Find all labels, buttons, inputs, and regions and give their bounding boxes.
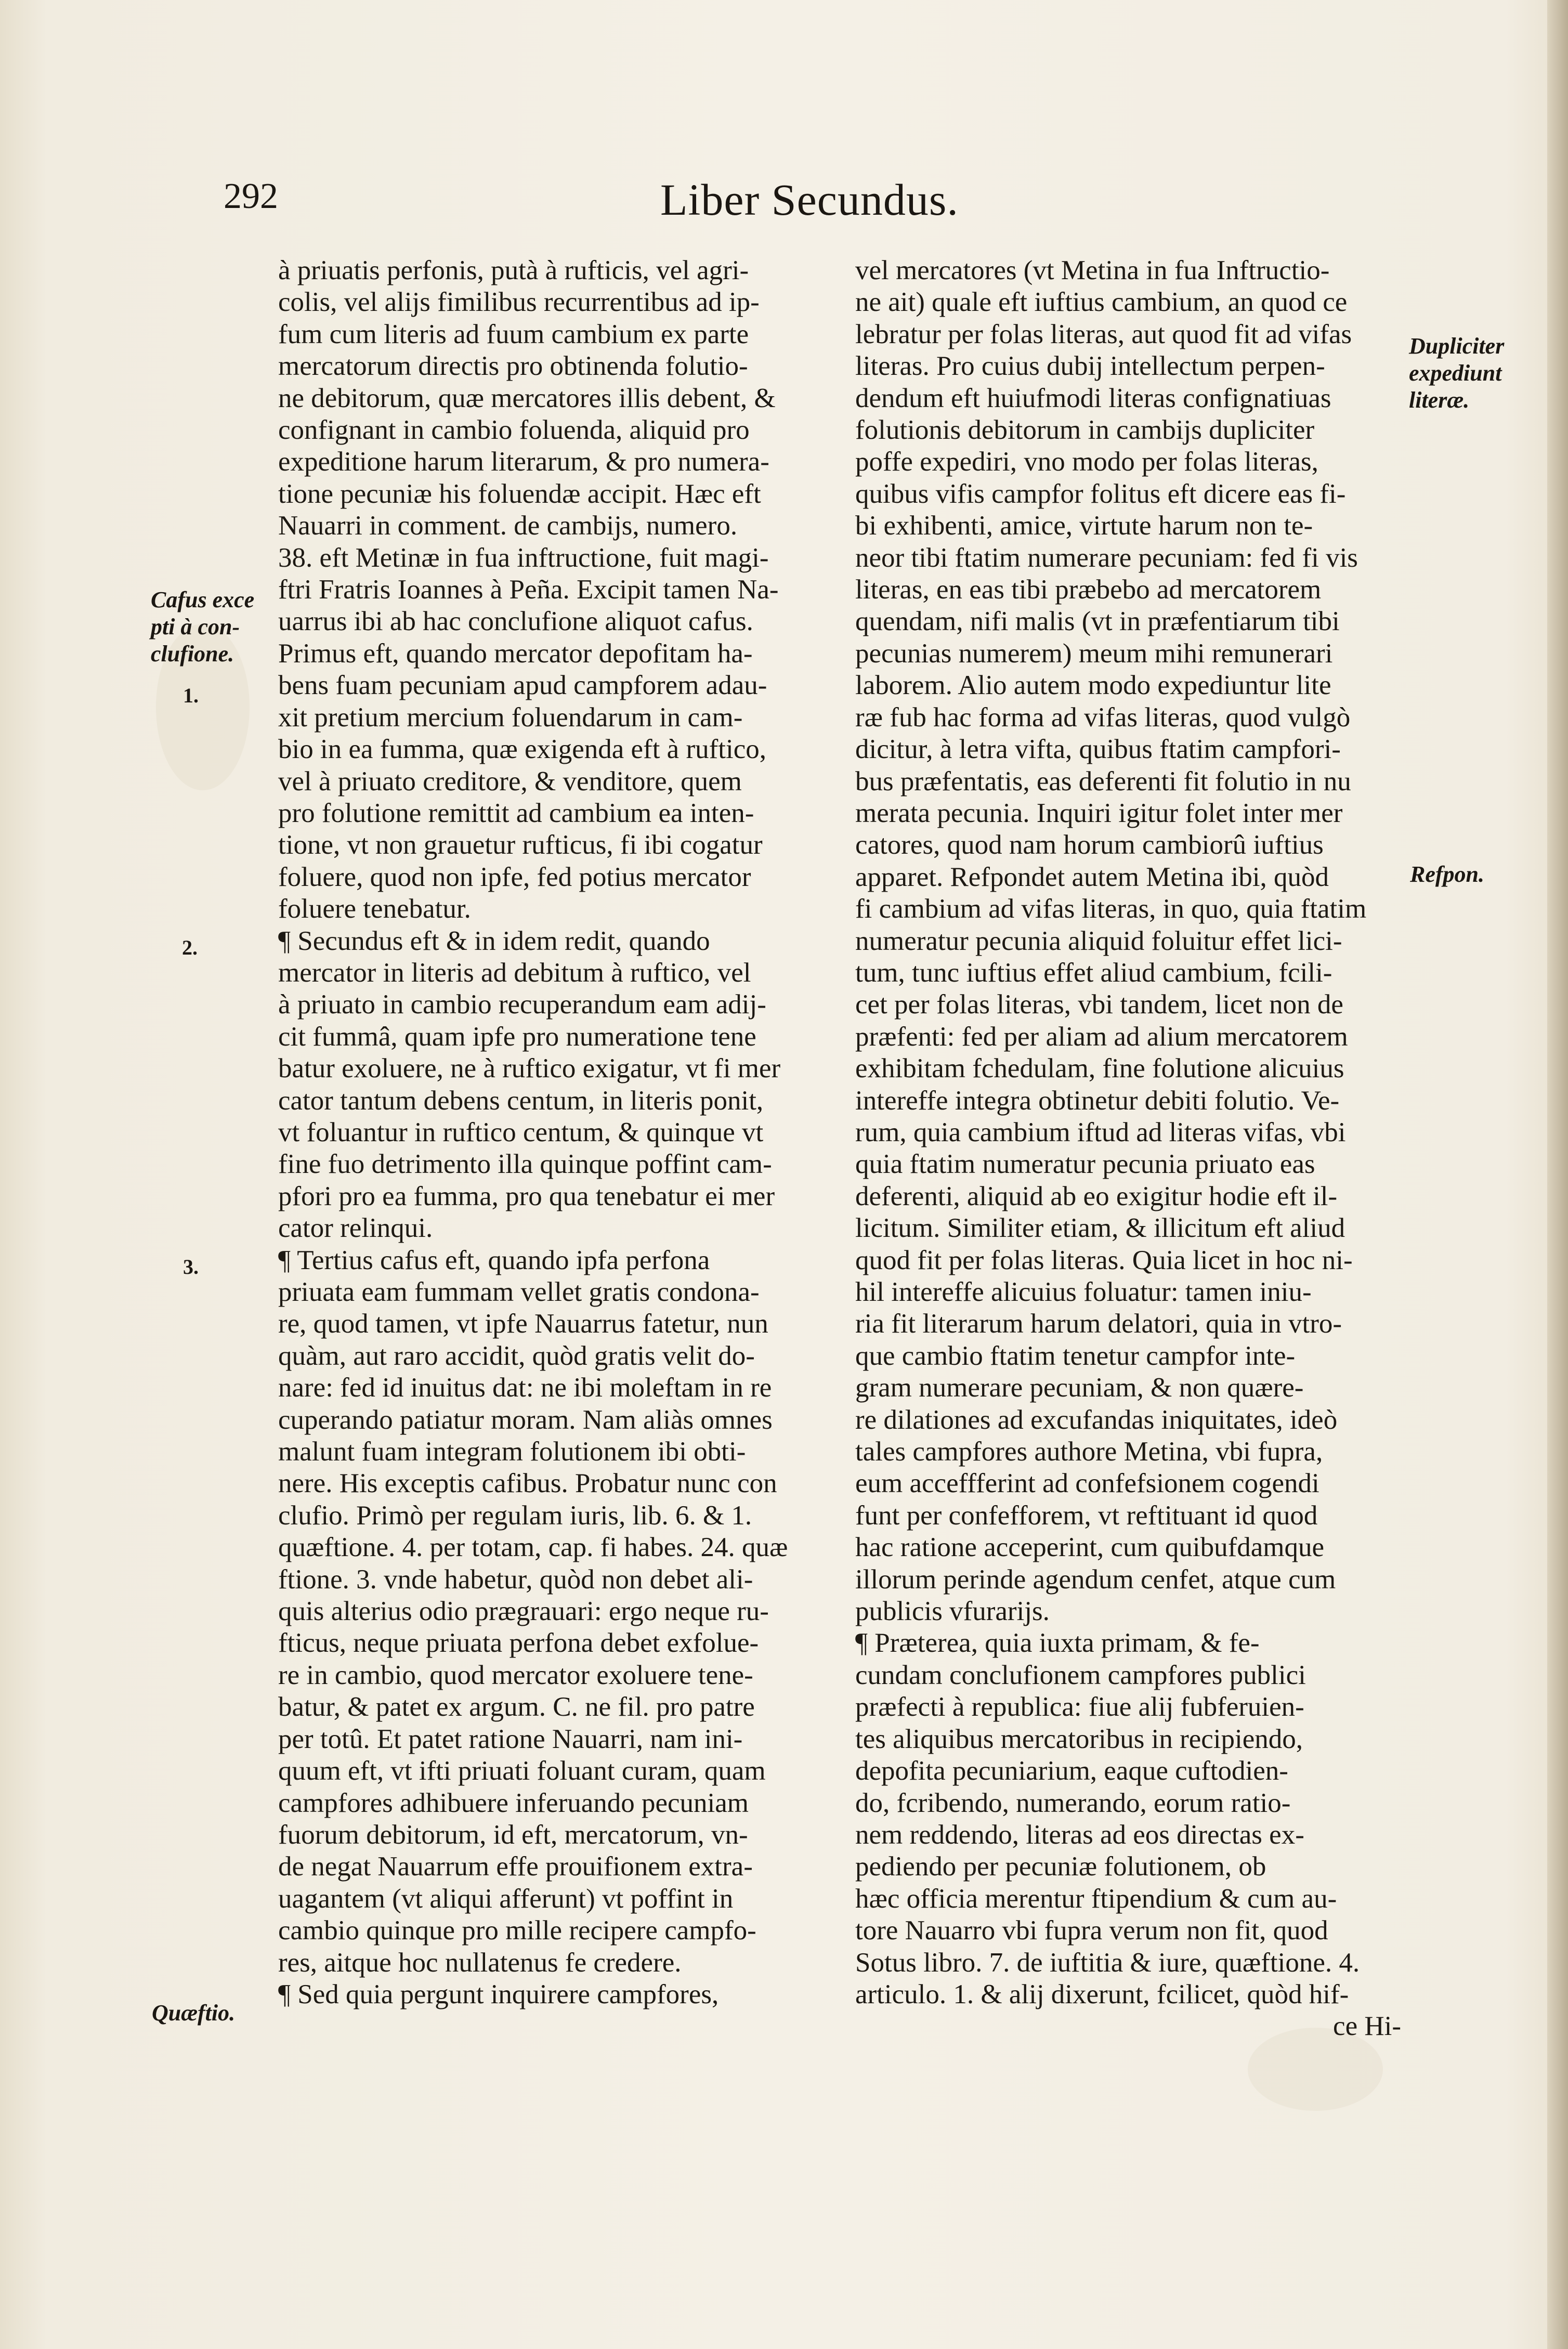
marginal-number-2: 2.: [182, 936, 198, 959]
marginal-note-line: pti à con-: [151, 614, 240, 640]
text-line: præfecti à republica: fiue alij fubferuien-: [855, 1692, 1304, 1722]
text-line: xit pretium mercium foluendarum in cam-: [278, 702, 743, 733]
text-line: fine fuo detrimento illa quinque poffint cam-: [278, 1149, 772, 1180]
text-line: cit fummâ, quam ipfe pro numeratione tene: [278, 1021, 756, 1052]
text-line: cet per folas literas, vbi tandem, licet non de: [855, 989, 1343, 1020]
text-line: malunt fuam integram folutionem ibi obti-: [278, 1437, 746, 1467]
text-line: exhibitam fchedulam, fine folutione alicuius: [855, 1053, 1344, 1084]
text-line: uarrus ibi ab hac conclufione aliquot cafus.: [278, 606, 753, 637]
text-line: expeditione harum literarum, & pro numera-: [278, 447, 769, 477]
text-line: Sotus libro. 7. de iuftitia & iure, quæftione. 4.: [855, 1947, 1360, 1978]
marginal-note-line: expediunt: [1409, 360, 1502, 386]
text-line: fuorum debitorum, id eft, mercatorum, vn-: [278, 1819, 748, 1850]
text-line: depofita pecuniarium, eaque cuftodien-: [855, 1756, 1288, 1786]
text-line: tione pecuniæ his foluendæ accipit. Hæc eft: [278, 478, 761, 509]
text-line: mercatorum directis pro obtinenda folutio-: [278, 351, 748, 382]
text-line: funt per confefforem, vt reftituant id quod: [855, 1500, 1318, 1531]
text-line: quibus vifis campfor folitus eft dicere eas fi-: [855, 478, 1346, 509]
text-line: intereffe integra obtinetur debiti folutio. Ve-: [855, 1085, 1340, 1116]
text-line: gram numerare pecuniam, & non quære-: [855, 1373, 1304, 1403]
text-line: ¶ Tertius cafus eft, quando ipfa perfona: [278, 1245, 710, 1275]
text-line: colis, vel alijs fimilibus recurrentibus ad ip-: [278, 287, 760, 318]
text-line: pecunias numerem) meum mihi remunerari: [855, 638, 1333, 669]
text-line: nem reddendo, literas ad eos directas ex-: [855, 1819, 1304, 1850]
text-line: nare: fed id inuitus dat: ne ibi moleftam in re: [278, 1373, 772, 1403]
text-line: batur exoluere, ne à ruftico exigatur, vt fi mer: [278, 1053, 781, 1084]
text-line: bio in ea fumma, quæ exigenda eft à ruftico,: [278, 734, 766, 765]
text-line: fum cum literis ad fuum cambium ex parte: [278, 319, 749, 349]
text-line: cundam conclufionem campfores publici: [855, 1660, 1306, 1690]
text-line: uagantem (vt aliqui afferunt) vt poffint in: [278, 1883, 734, 1914]
text-line: articulo. 1. & alij dixerunt, fcilicet, quòd hif-: [855, 1979, 1349, 2009]
text-line: batur, & patet ex argum. C. ne fil. pro patre: [278, 1692, 755, 1722]
text-line: nere. His exceptis cafibus. Probatur nunc con: [278, 1468, 777, 1499]
text-line: hac ratione acceperint, cum quibufdamque: [855, 1532, 1325, 1563]
text-line: quendam, nifi malis (vt in præfentiarum tibi: [855, 606, 1340, 637]
text-line: tes aliquibus mercatoribus in recipiendo,: [855, 1724, 1303, 1754]
text-line: foluere tenebatur.: [278, 894, 471, 924]
text-line: illorum perinde agendum cenfet, atque cum: [855, 1564, 1336, 1595]
text-line: 38. eft Metinæ in fua inftructione, fuit magi-: [278, 542, 769, 573]
text-line: pro folutione remittit ad cambium ea inten-: [278, 798, 754, 828]
text-line: quis alterius odio prægrauari: ergo neque ru-: [278, 1596, 769, 1627]
page-header: [224, 176, 1414, 233]
text-line: cator relinqui.: [278, 1213, 433, 1244]
text-line: bens fuam pecuniam apud campforem adau-: [278, 670, 767, 701]
text-line: per totû. Et patet ratione Nauarri, nam ini-: [278, 1724, 743, 1754]
text-line: eum acceffferint ad confefsionem cogendi: [855, 1468, 1319, 1499]
text-line: deferenti, aliquid ab eo exigitur hodie eft il-: [855, 1181, 1338, 1211]
text-line: merata pecunia. Inquiri igitur folet inter mer: [855, 798, 1343, 828]
text-line: à priuatis perfonis, putà à rufticis, vel agri-: [278, 255, 749, 285]
marginal-note-casus: [151, 586, 254, 668]
text-line: ¶ Præterea, quia iuxta primam, & fe-: [855, 1628, 1260, 1659]
text-line: cuperando patiatur moram. Nam aliàs omnes: [278, 1404, 773, 1435]
text-line: præfenti: fed per aliam ad alium mercatorem: [855, 1021, 1348, 1052]
text-line: folutionis debitorum in cambijs dupliciter: [855, 415, 1315, 446]
text-line: quia ftatim numeratur pecunia priuato eas: [855, 1149, 1315, 1180]
text-line: ftione. 3. vnde habetur, quòd non debet ali-: [278, 1564, 753, 1595]
marginal-note-respon: Refpon.: [1410, 862, 1484, 887]
text-line: hil intereffe alicuius foluatur: tamen iniu-: [855, 1277, 1312, 1307]
left-text-column: [278, 255, 814, 2011]
marginal-note-quaestio: Quæftio.: [152, 2000, 236, 2026]
text-line: Primus eft, quando mercator depofitam ha-: [278, 638, 753, 669]
text-line: vel mercatores (vt Metina in fua Inftructio-: [855, 255, 1330, 285]
text-line: quàm, aut raro accidit, quòd gratis velit do-: [278, 1340, 755, 1371]
text-line: de negat Nauarrum effe prouifionem extra-: [278, 1851, 753, 1882]
right-text-column: [855, 255, 1401, 2043]
marginal-note-line: literæ.: [1409, 387, 1470, 413]
text-line: re dilationes ad excufandas iniquitates, ideò: [855, 1404, 1338, 1435]
marginal-note-dupliciter: [1409, 333, 1504, 414]
text-line: neor tibi ftatim numerare pecuniam: fed fi vis: [855, 542, 1358, 573]
text-line: dicitur, à letra vifta, quibus ftatim campfori-: [855, 734, 1341, 765]
text-line: ria fit literarum harum delatori, quia in vtro-: [855, 1309, 1342, 1339]
text-line: catores, quod nam horum cambiorû iuftius: [855, 830, 1324, 860]
text-line: laborem. Alio autem modo expediuntur lite: [855, 670, 1331, 701]
text-line: confignant in cambio foluenda, aliquid pro: [278, 415, 750, 446]
text-line: res, aitque hoc nullatenus fe credere.: [278, 1947, 682, 1978]
text-line: cator tantum debens centum, in literis ponit,: [278, 1085, 764, 1116]
text-line: cambio quinque pro mille recipere campfo-: [278, 1915, 756, 1946]
text-line: numeratur pecunia aliquid foluitur effet lici-: [855, 925, 1342, 956]
text-line: rum, quia cambium iftud ad literas vifas, vbi: [855, 1117, 1346, 1147]
text-line: ne debitorum, quæ mercatores illis debent, &: [278, 383, 776, 413]
text-line: ræ fub hac forma ad vifas literas, quod vulgò: [855, 702, 1351, 733]
catchword: ce Hi-: [1333, 2011, 1401, 2042]
marginal-note-line: Dupliciter: [1409, 333, 1505, 359]
text-line: vt foluantur in ruftico centum, & quinque vt: [278, 1117, 764, 1147]
text-line: vel à priuato creditore, & venditore, quem: [278, 766, 742, 797]
text-line: Nauarri in comment. de cambijs, numero.: [278, 511, 738, 541]
text-line: re, quod tamen, vt ipfe Nauarrus fatetur, nun: [278, 1309, 768, 1339]
text-line: quæftione. 4. per totam, cap. fi habes. 24. quæ: [278, 1532, 788, 1563]
text-line: do, fcribendo, numerando, eorum ratio-: [855, 1787, 1291, 1818]
text-line: mercator in literis ad debitum à ruftico, vel: [278, 957, 751, 988]
text-line: apparet. Refpondet autem Metina ibi, quòd: [855, 862, 1329, 892]
text-line: pediendo per pecuniæ folutionem, ob: [855, 1851, 1266, 1882]
text-line: ftri Fratris Ioannes à Peña. Excipit tamen Na-: [278, 575, 779, 605]
marginal-number-3: 3.: [183, 1255, 199, 1278]
text-line: ¶ Sed quia pergunt inquirere campfores,: [278, 1979, 719, 2009]
text-line: bus præfentatis, eas deferenti fit folutio in nu: [855, 766, 1351, 797]
text-line: fticus, neque priuata perfona debet exfolue-: [278, 1628, 759, 1659]
text-line: hæc officia merentur ftipendium & cum au-: [855, 1883, 1337, 1914]
text-line: à priuato in cambio recuperandum eam adij-: [278, 989, 766, 1020]
marginal-note-line: clufione.: [151, 641, 234, 667]
text-line: lebratur per folas literas, aut quod fit ad vifas: [855, 319, 1352, 349]
page-number: 292: [224, 176, 278, 216]
marginal-number-1: 1.: [183, 684, 199, 707]
text-line: literas, en eas tibi præbebo ad mercatorem: [855, 575, 1322, 605]
text-line: quum eft, vt ifti priuati foluant curam, quam: [278, 1756, 766, 1786]
text-line: clufio. Primò per regulam iuris, lib. 6. & 1.: [278, 1500, 752, 1531]
text-line: tum, tunc iuftius effet aliud cambium, fcili-: [855, 957, 1332, 988]
text-line: tales campfores authore Metina, vbi fupra,: [855, 1437, 1323, 1467]
text-line: tione, vt non grauetur rufticus, fi ibi cogatur: [278, 830, 763, 860]
text-line: dendum eft huiufmodi literas confignatiuas: [855, 383, 1331, 413]
marginal-note-line: Cafus exce: [151, 587, 255, 612]
text-line: ne ait) quale eft iuftius cambium, an quod ce: [855, 287, 1348, 318]
text-line: foluere, quod non ipfe, fed potius mercator: [278, 862, 751, 892]
text-line: campfores adhibuere inferuando pecuniam: [278, 1787, 749, 1818]
text-line: re in cambio, quod mercator exoluere tene-: [278, 1660, 753, 1690]
text-line: publicis vfurarijs.: [855, 1596, 1050, 1627]
text-line: poffe expediri, vno modo per folas literas,: [855, 447, 1318, 477]
text-line: que cambio ftatim tenetur campfor inte-: [855, 1340, 1296, 1371]
text-line: literas. Pro cuius dubij intellectum perpen-: [855, 351, 1325, 382]
text-line: ¶ Secundus eft & in idem redit, quando: [278, 925, 710, 956]
text-line: tore Nauarro vbi fupra verum non fit, quod: [855, 1915, 1328, 1946]
running-title: Liber Secundus.: [660, 175, 959, 225]
text-line: bi exhibenti, amice, virtute harum non te-: [855, 511, 1313, 541]
text-line: priuata eam fummam vellet gratis condona-: [278, 1277, 760, 1307]
text-line: pfori pro ea fumma, pro qua tenebatur ei mer: [278, 1181, 775, 1211]
page-edge-shadow: [1547, 0, 1568, 2349]
text-line: fi cambium ad vifas literas, in quo, quia ftatim: [855, 894, 1367, 924]
text-line: licitum. Similiter etiam, & illicitum eft aliud: [855, 1213, 1345, 1244]
text-line: quod fit per folas literas. Quia licet in hoc ni-: [855, 1245, 1353, 1275]
